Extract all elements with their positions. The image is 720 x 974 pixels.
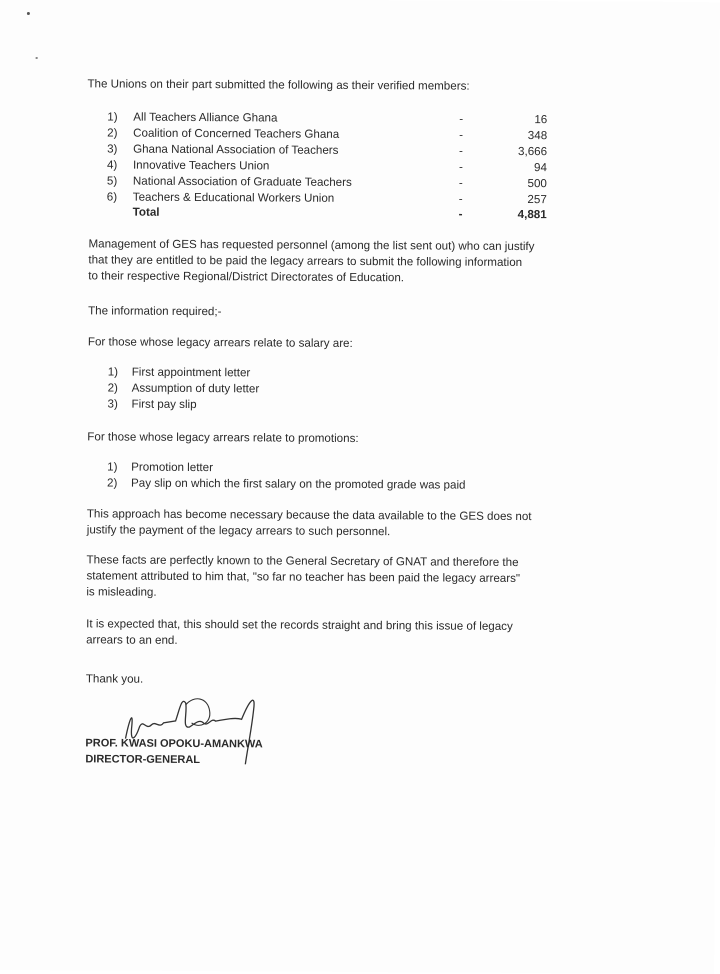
promotion-item	[107, 460, 547, 478]
item-number: 1)	[107, 365, 119, 379]
salary-item	[108, 365, 548, 383]
total-row	[107, 205, 547, 223]
promotion-item	[107, 476, 547, 494]
salary-heading: For those whose legacy arrears relate to salary are:	[87, 335, 353, 350]
total-count: 4,881	[517, 207, 547, 222]
member-count: 16	[534, 113, 548, 127]
signatory-title: DIRECTOR-GENERAL	[85, 753, 201, 767]
row-number: 6)	[106, 190, 118, 204]
union-name: Teachers & Educational Workers Union	[132, 190, 335, 205]
dash: -	[459, 128, 464, 142]
management-paragraph: Management of GES has requested personnel (among the list sent out) who can justify that they are entitled to be paid the legacy arrears to submit the following information to their respective Regional/District Directorates of Education.	[88, 237, 535, 285]
member-count: 3,666	[518, 144, 548, 159]
union-row	[107, 126, 547, 144]
row-number: 1)	[107, 110, 118, 124]
expected-paragraph: It is expected that, this should set the records straight and bring this issue of legacy arrears to an end.	[86, 617, 513, 647]
dash: -	[459, 144, 463, 158]
item-text: First appointment letter	[131, 365, 251, 380]
union-row	[107, 158, 547, 176]
salary-item	[107, 397, 547, 415]
promotions-heading: For those whose legacy arrears relate to promotions:	[87, 430, 359, 445]
row-number: 4)	[106, 158, 118, 172]
item-text: Promotion letter	[131, 460, 214, 475]
dash: -	[458, 160, 463, 174]
row-number: 3)	[107, 142, 118, 156]
item-number: 2)	[107, 381, 118, 395]
union-name: Coalition of Concerned Teachers Ghana	[133, 126, 340, 141]
item-text: First pay slip	[131, 397, 197, 412]
member-count: 348	[527, 129, 548, 143]
union-name: National Association of Graduate Teachers	[132, 174, 352, 189]
union-row	[107, 110, 547, 128]
dash: -	[458, 192, 463, 206]
union-name: Ghana National Association of Teachers	[133, 142, 339, 157]
info-required-text: The information required;-	[88, 304, 222, 319]
scan-speck	[36, 57, 38, 59]
item-text: Pay slip on which the first salary on the promoted grade was paid	[131, 476, 466, 492]
approach-paragraph: This approach has become necessary because the data available to the GES does not justify the payment of the legacy arrears to such personnel.	[86, 507, 532, 539]
signatory-name: PROF. KWASI OPOKU-AMANKWA	[85, 737, 263, 751]
closing-text: Thank you.	[85, 672, 144, 686]
union-row	[107, 142, 547, 160]
item-number: 2)	[107, 476, 118, 490]
item-number: 1)	[107, 460, 118, 474]
total-label: Total	[132, 205, 160, 219]
member-count: 94	[534, 161, 548, 175]
salary-item	[108, 381, 548, 399]
dash: -	[459, 112, 464, 126]
member-count: 500	[527, 177, 547, 191]
union-row	[107, 174, 547, 192]
union-name: Innovative Teachers Union	[132, 158, 270, 173]
row-number: 5)	[106, 174, 118, 188]
intro-text: The Unions on their part submitted the following as their verified members:	[87, 77, 470, 93]
item-text: Assumption of duty letter	[131, 381, 260, 396]
union-name: All Teachers Alliance Ghana	[133, 110, 278, 125]
facts-paragraph: These facts are perfectly known to the General Secretary of GNAT and therefore the statement attributed to him that, "so far no teacher has been paid the legacy arrears" is misleading.	[86, 553, 521, 599]
dash: -	[458, 176, 463, 190]
row-number: 2)	[107, 126, 118, 140]
item-number: 3)	[107, 397, 118, 411]
dash: -	[458, 207, 463, 221]
member-count: 257	[527, 193, 547, 207]
scan-speck	[27, 12, 30, 15]
